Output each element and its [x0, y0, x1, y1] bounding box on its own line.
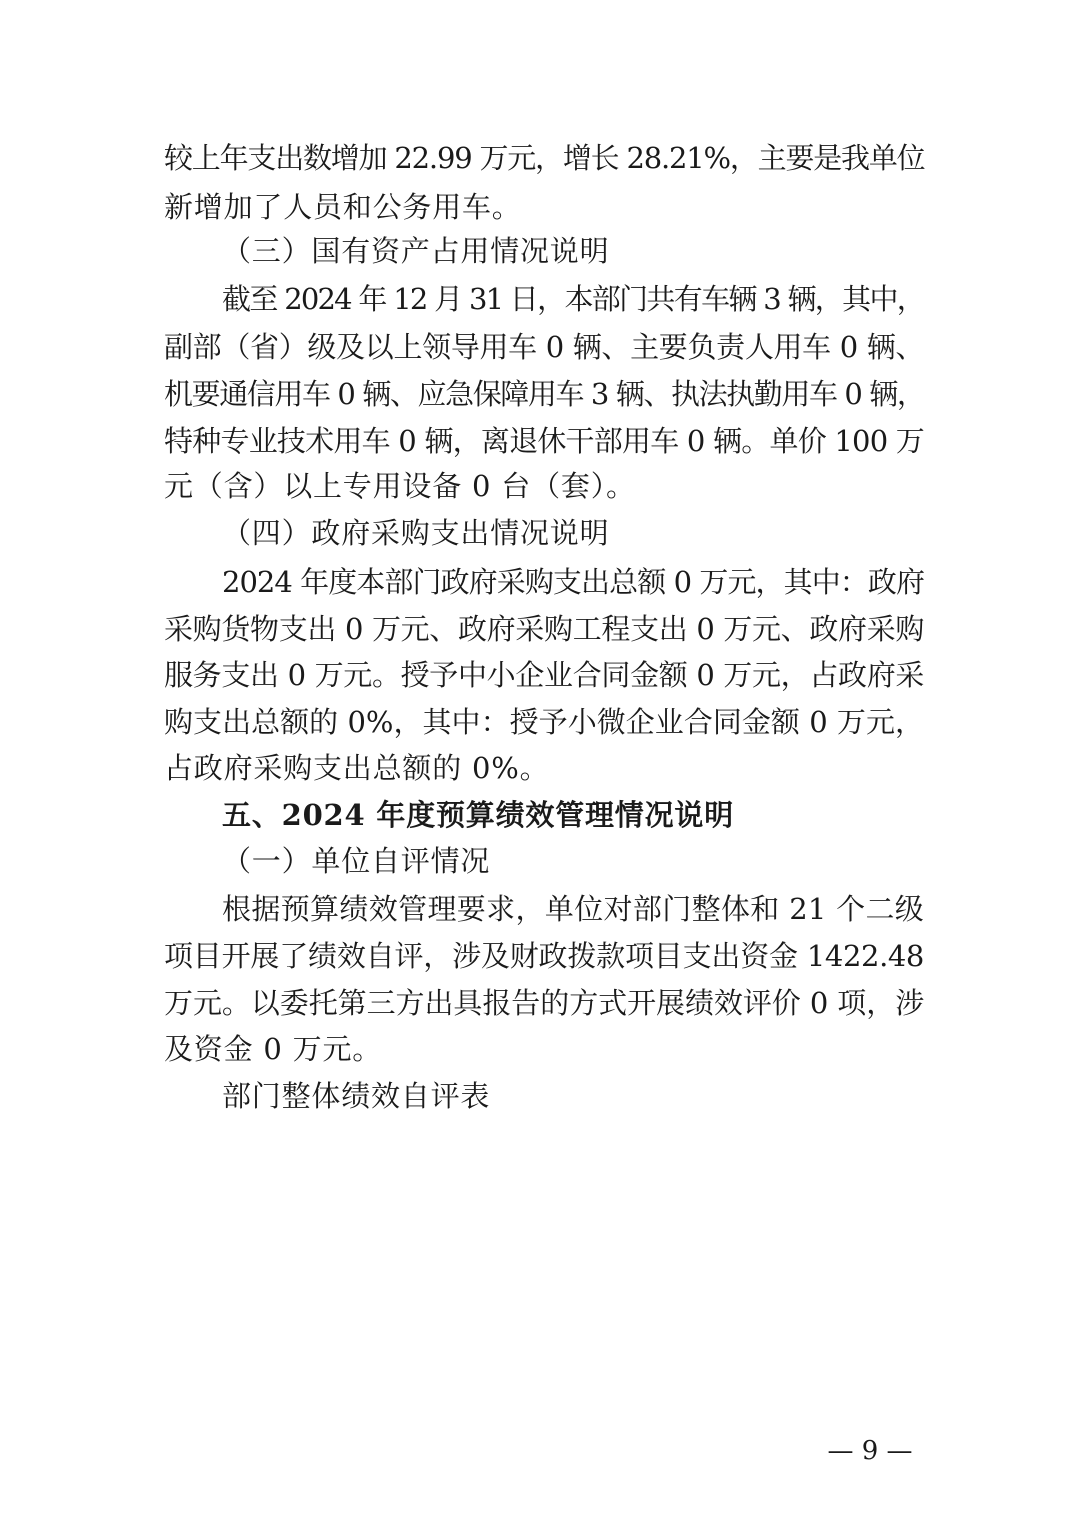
paragraph-line: 较上年支出数增加 22.99 万元，增长 28.21%，主要是我单位: [164, 141, 925, 175]
paragraph-line: 占政府采购支出总额的 0%。: [164, 751, 550, 785]
chapter-heading: 五、2024 年度预算绩效管理情况说明: [222, 798, 735, 832]
paragraph-line: 特种专业技术用车 0 辆，离退休干部用车 0 辆。单价 100 万: [164, 424, 924, 458]
paragraph-line: 根据预算绩效管理要求，单位对部门整体和 21 个二级: [222, 892, 924, 926]
page-number: — 9 —: [827, 1436, 913, 1466]
paragraph-line: 元（含）以上专用设备 0 台（套）。: [164, 469, 636, 503]
paragraph-line: 截至 2024 年 12 月 31 日，本部门共有车辆 3 辆，其中，: [222, 282, 924, 316]
paragraph-line: 2024 年度本部门政府采购支出总额 0 万元，其中：政府: [222, 565, 924, 599]
paragraph-line: 副部（省）级及以上领导用车 0 辆、主要负责人用车 0 辆、: [164, 330, 924, 364]
section-heading: （一）单位自评情况: [222, 844, 491, 878]
paragraph-line: 采购货物支出 0 万元、政府采购工程支出 0 万元、政府采购: [164, 612, 924, 646]
paragraph-line: 服务支出 0 万元。授予中小企业合同金额 0 万元，占政府采: [164, 658, 924, 692]
section-heading: （三）国有资产占用情况说明: [222, 234, 610, 268]
section-heading: （四）政府采购支出情况说明: [222, 516, 610, 550]
paragraph-line: 新增加了人员和公务用车。: [164, 190, 522, 224]
paragraph-line: 购支出总额的 0%，其中：授予小微企业合同金额 0 万元，: [164, 705, 924, 739]
paragraph-line: 项目开展了绩效自评，涉及财政拨款项目支出资金 1422.48: [164, 939, 924, 973]
table-caption: 部门整体绩效自评表: [222, 1079, 491, 1113]
paragraph-line: 机要通信用车 0 辆、应急保障用车 3 辆、执法执勤用车 0 辆，: [164, 377, 925, 411]
paragraph-line: 及资金 0 万元。: [164, 1032, 383, 1066]
paragraph-line: 万元。以委托第三方出具报告的方式开展绩效评价 0 项，涉: [164, 986, 924, 1020]
